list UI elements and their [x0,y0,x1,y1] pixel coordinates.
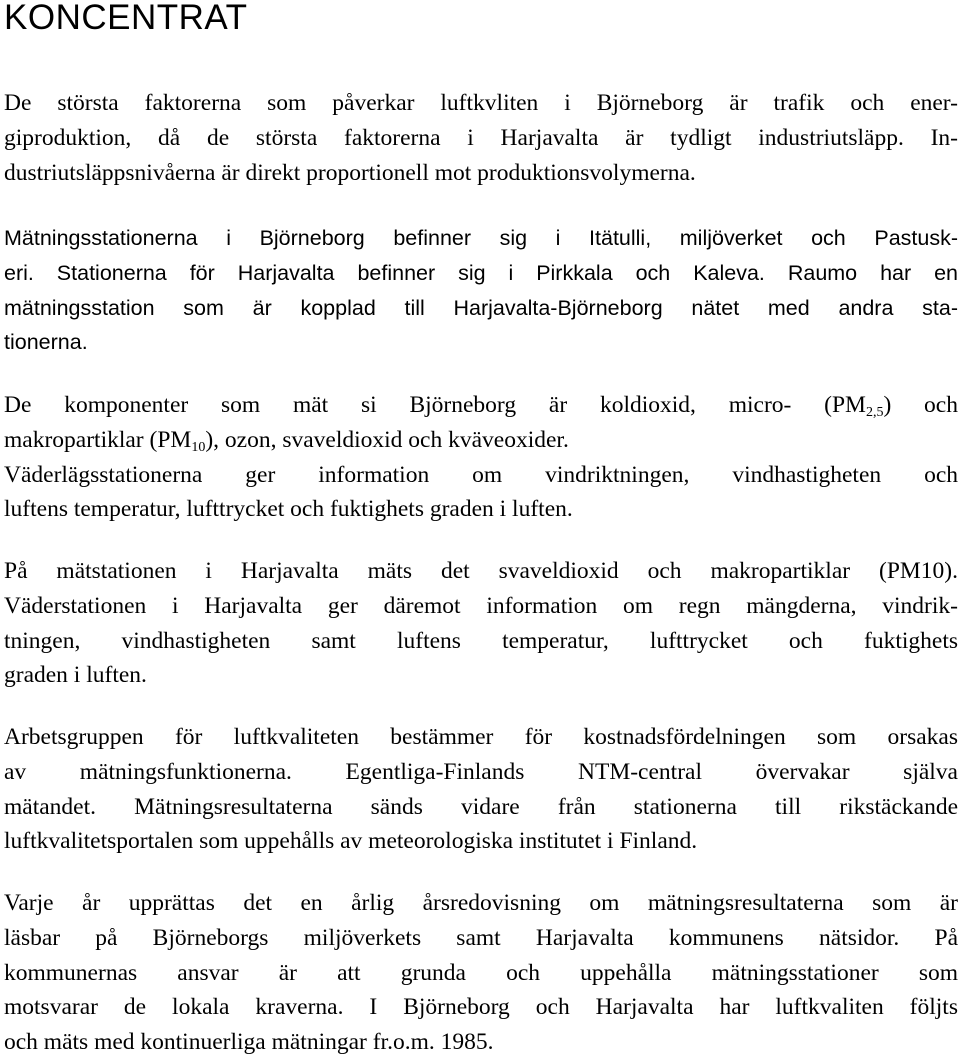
text-line [4,423,958,458]
text-line: motsvarar de lokala kraverna. I Björneborg och Harjavalta har luftkvaliten följts [4,994,958,1021]
text-line: av mätningsfunktionerna. Egentliga-Finlands NTM-central övervakar själva [4,758,958,785]
paragraph-working-group [4,720,958,859]
text-line: Arbetsgruppen för luftkvaliteten bestämmer för kostnadsfördelningen som orsakas [4,724,958,750]
text-line: dustriutsläppsnivåerna är direkt proportionell mot produktionsvolymerna. [4,159,696,186]
text-line: mätandet. Mätningsresultaterna sänds vidare från stationerna till rikstäckande [4,793,958,820]
text-line [4,388,958,423]
text-line: tningen, vindhastigheten samt luftens temperatur, lufttrycket och fuktighets [4,627,958,654]
subscript: 10 [191,439,206,455]
text-segment: ) och [883,392,958,418]
text-line: Väderstationen i Harjavalta ger däremot information om regn mängderna, vindrik- [4,592,958,619]
document-heading: KONCENTRAT [4,0,248,37]
subscript: 2,5 [865,405,884,420]
text-line: läsbar på Björneborgs miljöverkets samt Harjavalta kommunens nätsidor. På [4,924,958,951]
paragraph-annual-report [4,886,958,1060]
text-segment: makropartiklar (PM [4,426,192,453]
text-line: graden i luften. [4,662,147,689]
paragraph-components [4,388,958,527]
text-line: giproduktion, då de största faktorerna i Harjavalta är tydligt industriutsläpp. In- [4,124,958,151]
text-segment: De komponenter som mät si Björneborg är koldioxid, micro- (PM [4,392,866,418]
text-line: Väderlägsstationerna ger information om vindriktningen, vindhastigheten och [4,461,958,488]
text-segment: ), ozon, svaveldioxid och kväveoxider. [205,426,569,453]
text-line: luftens temperatur, lufttrycket och fuktighets graden i luften. [4,496,573,523]
text-line: De största faktorerna som påverkar luftkvliten i Björneborg är trafik och ener- [4,90,958,116]
paragraph-measuring-stations [4,221,958,360]
text-line: och mäts med kontinuerliga mätningar fr.o.m. 1985. [4,1029,494,1056]
text-line: eri. Stationerna för Harjavalta befinner sig i Pirkkala och Kaleva. Raumo har en [4,260,958,285]
paragraph-harjavalta-station [4,554,958,693]
text-line: mätningsstation som är kopplad till Harjavalta-Björneborg nätet med andra sta- [4,295,958,320]
text-line: Varje år upprättas det en årlig årsredovisning om mätningsresultaterna som är [4,890,958,916]
text-line: tionerna. [4,330,88,355]
text-line: Mätningsstationerna i Björneborg befinner sig i Itätulli, miljöverket och Pastusk- [4,226,958,250]
text-line: luftkvalitetsportalen som uppehålls av meteorologiska institutet i Finland. [4,828,698,855]
text-line: kommunernas ansvar är att grunda och uppehålla mätningsstationer som [4,959,958,986]
text-line: På mätstationen i Harjavalta mäts det svaveldioxid och makropartiklar (PM10). [4,558,958,584]
paragraph-traffic-emissions [4,86,958,190]
